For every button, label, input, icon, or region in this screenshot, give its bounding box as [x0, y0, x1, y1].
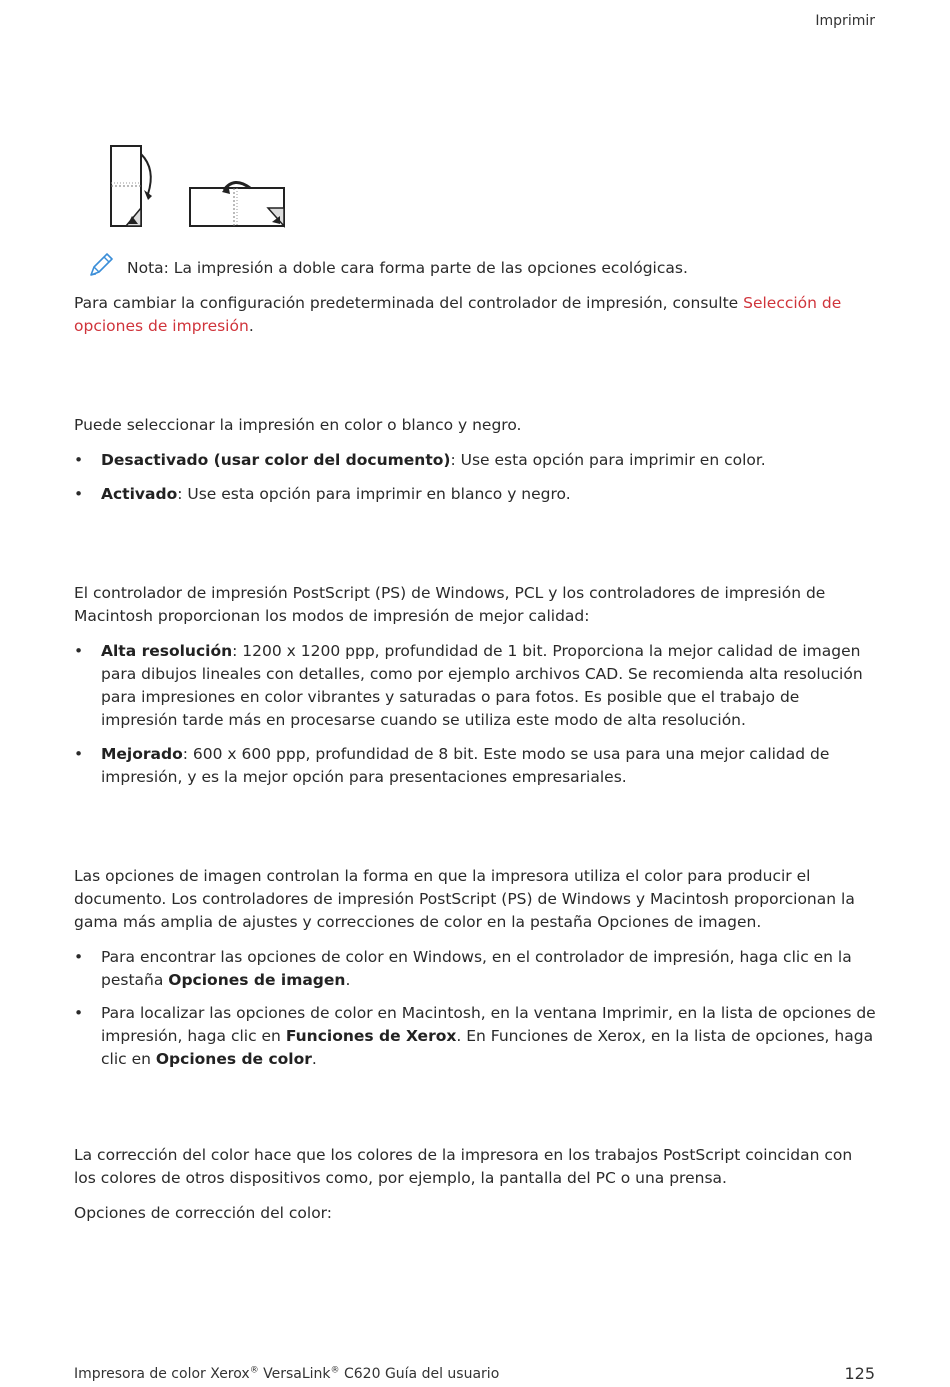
color-intro: Puede seleccionar la impresión en color o blanco y negro. — [74, 416, 522, 434]
footer-document-title: Impresora de color Xerox® VersaLink® C620 Guía del usuario — [74, 1365, 500, 1382]
note-text: Nota: La impresión a doble cara forma parte de las opciones ecológicas. — [127, 259, 688, 277]
image-options-intro: Las opciones de imagen controlan la forma en que la impresora utiliza el color para producir el documento. Los controladores de impresión PostScript (PS) de Windows y Macintosh proporcionan la gama más amplia de ajustes y correcciones de color en la pestaña Opciones de imagen. — [74, 867, 855, 931]
print-options-link[interactable]: Selección de opciones de impresión — [74, 294, 842, 335]
page-number: 125 — [844, 1364, 875, 1383]
bullet-icon: • — [74, 485, 84, 503]
change-settings-paragraph: Para cambiar la configuración predeterminada del controlador de impresión, consulte Selección de opciones de impresión. — [74, 294, 842, 335]
list-item: • Para localizar las opciones de color en Macintosh, en la ventana Imprimir, en la lista de opciones de impresión, haga clic en Funciones de Xerox. En Funciones de Xerox, en la lista de opciones, haga clic en Opciones de color. — [74, 1004, 876, 1068]
list-item: • Desactivado (usar color del documento): Use esta opción para imprimir en color. — [74, 449, 876, 472]
bullet-icon: • — [74, 451, 84, 469]
running-header: Imprimir — [815, 13, 875, 29]
color-correction-intro: La corrección del color hace que los colores de la impresora en los trabajos PostScript coincidan con los colores de otros dispositivos como, por ejemplo, la pantalla del PC o una prensa. — [74, 1146, 853, 1187]
bullet-icon: • — [74, 642, 84, 660]
list-item: • Activado: Use esta opción para imprimir en blanco y negro. — [74, 483, 876, 506]
bullet-icon: • — [74, 745, 84, 763]
note-pencil-icon — [86, 250, 116, 280]
color-correction-options-label: Opciones de corrección del color: — [74, 1204, 332, 1222]
list-item: • Mejorado: 600 x 600 ppp, profundidad de 8 bit. Este modo se usa para una mejor calidad de impresión, y es la mejor opción para presentaciones empresariales. — [74, 745, 830, 786]
quality-intro: El controlador de impresión PostScript (PS) de Windows, PCL y los controladores de impresión de Macintosh proporcionan los modos de impresión de mejor calidad: — [74, 584, 826, 625]
duplex-landscape-icon — [188, 178, 288, 230]
list-item: • Alta resolución: 1200 x 1200 ppp, profundidad de 1 bit. Proporciona la mejor calidad de imagen para dibujos lineales con detalles, como por ejemplo archivos CAD. Se recomienda alta resolución para impresiones en color vibrantes y saturadas o para fotos. Es posible que el trabajo de impresión tarde más en procesarse cuando se utiliza este modo de alta resolución. — [74, 642, 863, 729]
bullet-icon: • — [74, 948, 84, 966]
bullet-icon: • — [74, 1004, 84, 1022]
list-item: • Para encontrar las opciones de color en Windows, en el controlador de impresión, haga clic en la pestaña Opciones de imagen. — [74, 948, 852, 989]
duplex-portrait-icon — [108, 144, 158, 230]
